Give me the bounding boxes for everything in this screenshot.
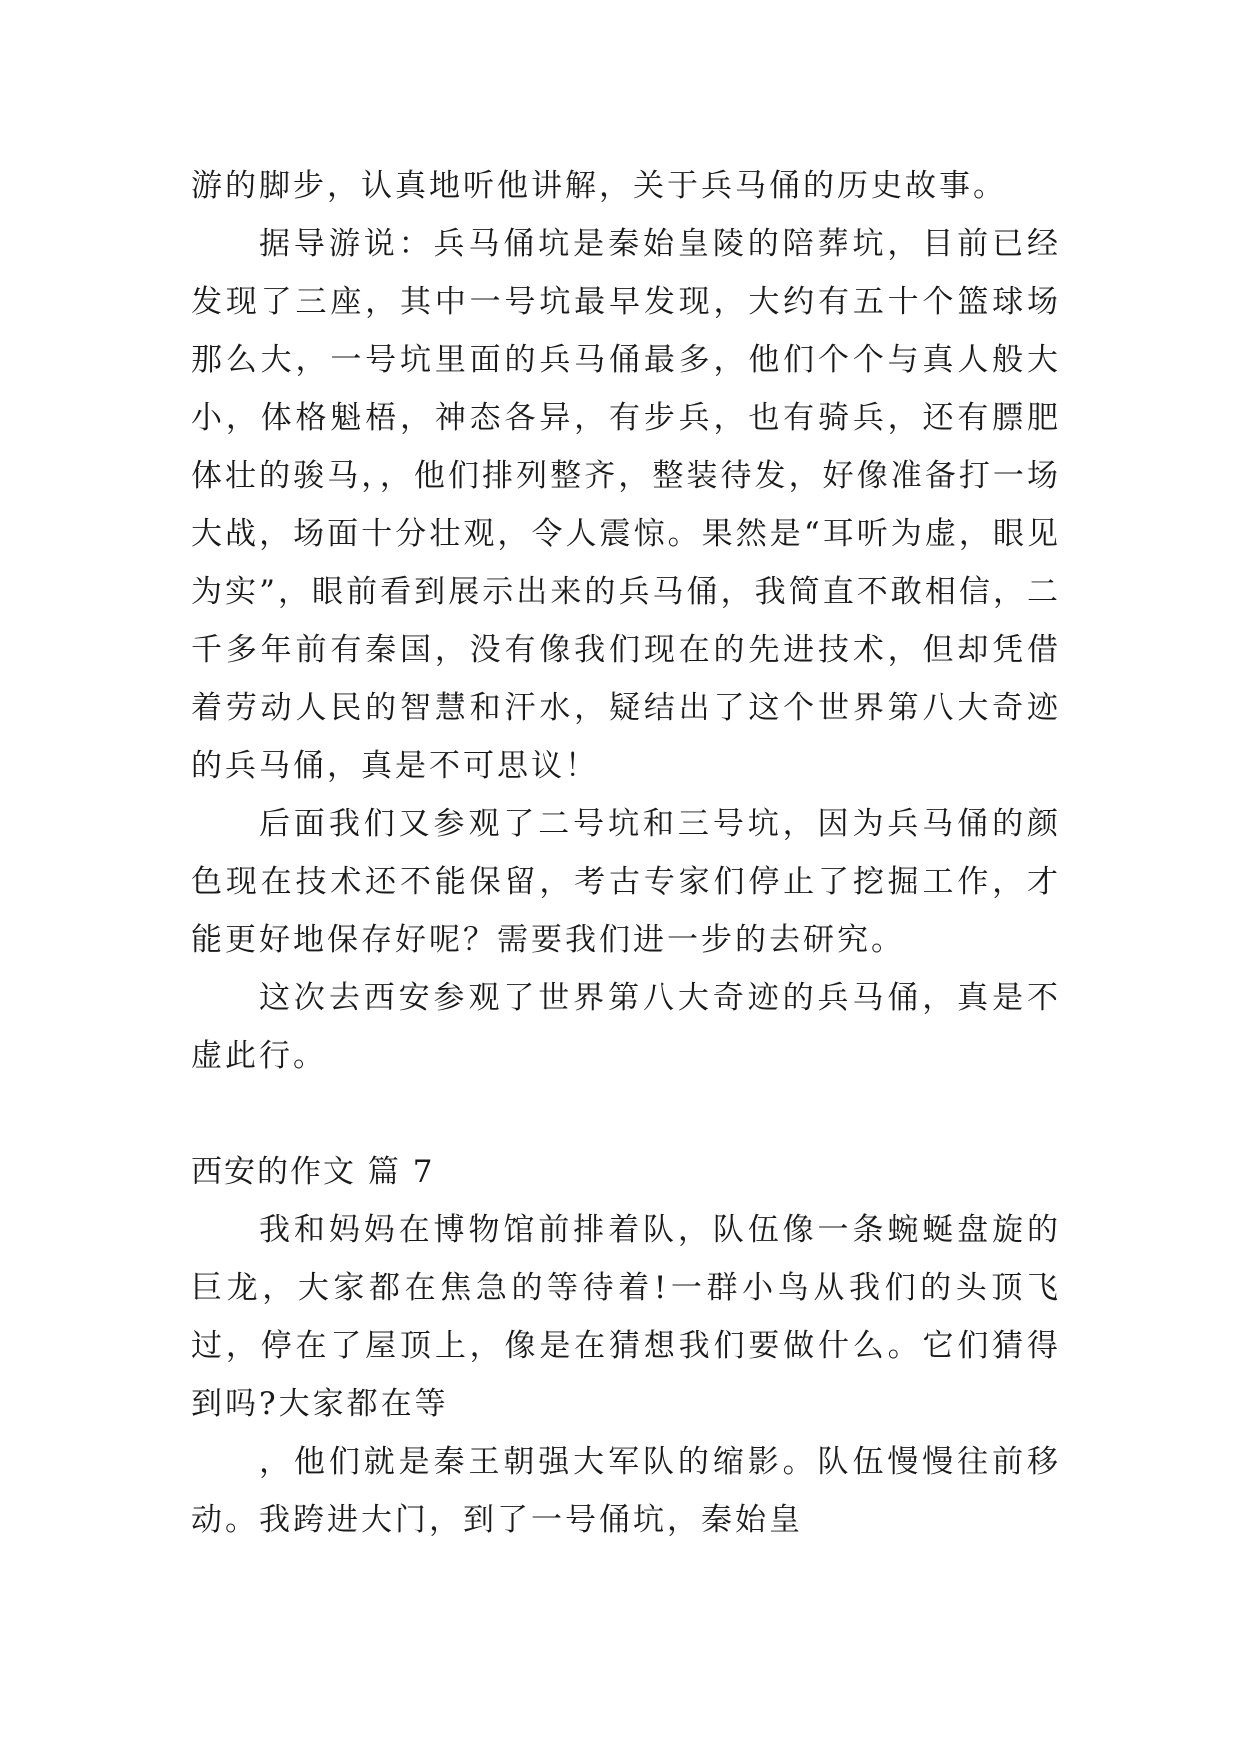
document-body [191,157,1061,1549]
section-gap [191,1085,1061,1143]
paragraph-entering-pit: ，他们就是秦王朝强大军队的缩影。队伍慢慢往前移动。我跨进大门，到了一号俑坑，秦始皇 [191,1444,1061,1538]
paragraph-continuation: 游的脚步，认真地听他讲解，关于兵马俑的历史故事。 [191,168,1007,204]
paragraph-queue-museum: 我和妈妈在博物馆前排着队，队伍像一条蜿蜒盘旋的巨龙，大家都在焦急的等待着!一群小鸟从我们的头顶飞过，停在了屋顶上，像是在猜想我们要做什么。它们猜得到吗?大家都在等 [191,1212,1061,1422]
paragraph-trip-conclusion: 这次去西安参观了世界第八大奇迹的兵马俑，真是不虚此行。 [191,980,1061,1074]
section-heading: 西安的作文 篇 7 [191,1154,435,1190]
paragraph-guide-explanation: 据导游说：兵马俑坑是秦始皇陵的陪葬坑，目前已经发现了三座，其中一号坑最早发现，大约有五十个篮球场那么大，一号坑里面的兵马俑最多，他们个个与真人般大小，体格魁梧，神态各异，有步兵，也有骑兵，还有膘肥体壮的骏马，，他们排列整齐，整装待发，好像准备打一场大战，场面十分壮观，令人震惊。果然是“耳听为虚，眼见为实”，眼前看到展示出来的兵马俑，我简直不敢相信，二千多年前有秦国，没有像我们现在的先进技术，但却凭借着劳动人民的智慧和汗水，疑结出了这个世界第八大奇迹的兵马俑，真是不可思议！ [191,226,1061,784]
paragraph-pits-two-three: 后面我们又参观了二号坑和三号坑，因为兵马俑的颜色现在技术还不能保留，考古专家们停止了挖掘工作，才能更好地保存好呢？需要我们进一步的去研究。 [191,806,1061,958]
